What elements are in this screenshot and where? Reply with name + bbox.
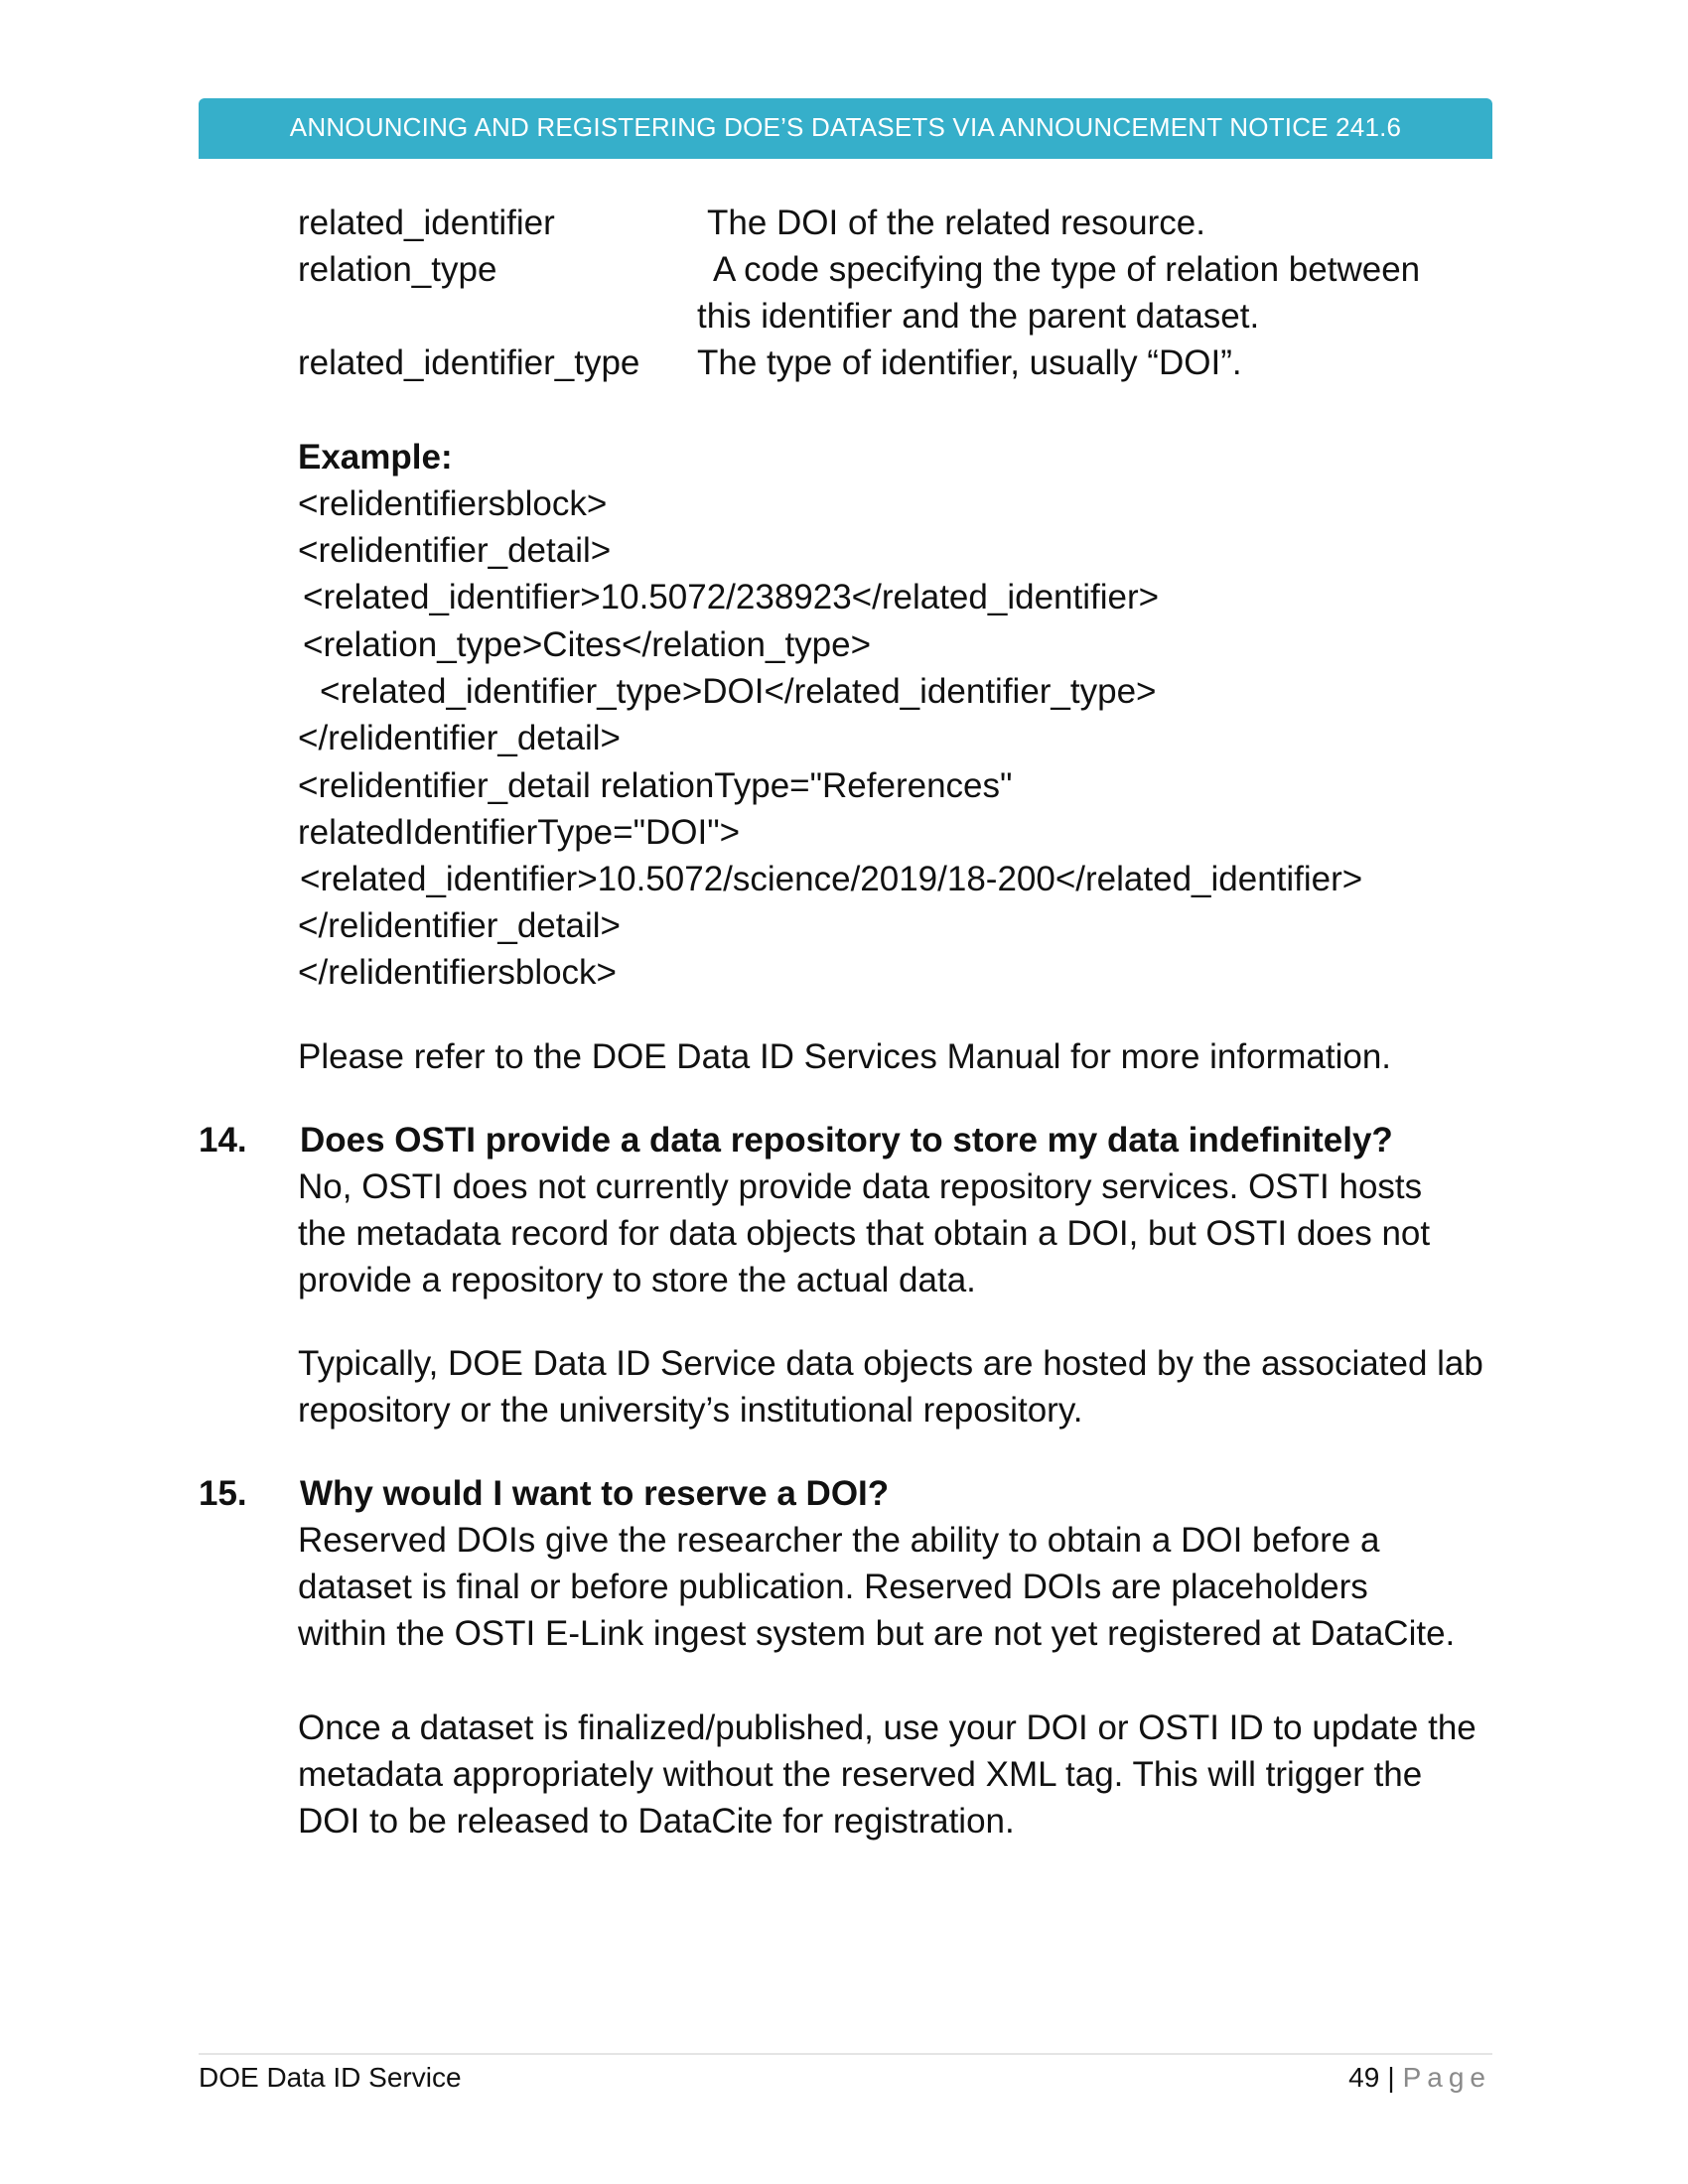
question-number: 14.: [199, 1121, 247, 1160]
page-word: Page: [1402, 2062, 1491, 2093]
question-number: 15.: [199, 1474, 247, 1513]
manual-reference-note: Please refer to the DOE Data ID Services Manual for more information.: [298, 1037, 1392, 1076]
definition-desc: The DOI of the related resource.: [707, 204, 1205, 242]
paragraph-line: repository or the university’s institutional repository.: [298, 1391, 1083, 1430]
definition-desc: The type of identifier, usually “DOI”.: [697, 343, 1242, 382]
paragraph-line: Reserved DOIs give the researcher the ability to obtain a DOI before a: [298, 1521, 1380, 1560]
footer-divider: [199, 2053, 1492, 2055]
code-line: <related_identifier>10.5072/238923</related_identifier>: [303, 578, 1160, 616]
paragraph-line: within the OSTI E-Link ingest system but are not yet registered at DataCite.: [298, 1614, 1456, 1653]
footer-service-name: DOE Data ID Service: [199, 2062, 462, 2093]
code-line: </relidentifier_detail>: [298, 719, 621, 757]
footer-page-indicator: [1348, 2060, 1491, 2096]
paragraph-line: dataset is final or before publication. Reserved DOIs are placeholders: [298, 1568, 1368, 1606]
definition-term: related_identifier: [298, 204, 555, 242]
code-line: </relidentifiersblock>: [298, 953, 617, 992]
definition-desc: A code specifying the type of relation between: [713, 250, 1421, 289]
code-line: relatedIdentifierType="DOI">: [298, 813, 741, 852]
page-number: 49: [1348, 2062, 1380, 2093]
paragraph-line: DOI to be released to DataCite for registration.: [298, 1802, 1015, 1841]
code-line: <related_identifier>10.5072/science/2019/18-200</related_identifier>: [300, 860, 1363, 898]
code-line: <relation_type>Cites</relation_type>: [303, 625, 872, 664]
code-line: <relidentifiersblock>: [298, 484, 608, 523]
definition-term: related_identifier_type: [298, 343, 640, 382]
footer-separator: |: [1387, 2062, 1395, 2093]
code-line: <related_identifier_type>DOI</related_identifier_type>: [320, 672, 1157, 711]
paragraph-line: the metadata record for data objects that obtain a DOI, but OSTI does not: [298, 1214, 1431, 1253]
definition-desc: this identifier and the parent dataset.: [697, 297, 1260, 336]
code-line: <relidentifier_detail>: [298, 531, 612, 570]
code-line: <relidentifier_detail relationType="References": [298, 766, 1013, 805]
header-band: [199, 98, 1492, 159]
paragraph-line: Typically, DOE Data ID Service data objects are hosted by the associated lab: [298, 1344, 1483, 1383]
document-header-title: ANNOUNCING AND REGISTERING DOE’S DATASETS VIA ANNOUNCEMENT NOTICE 241.6: [289, 112, 1402, 142]
paragraph-line: No, OSTI does not currently provide data repository services. OSTI hosts: [298, 1167, 1423, 1206]
paragraph-line: provide a repository to store the actual data.: [298, 1261, 976, 1299]
definition-term: relation_type: [298, 250, 497, 289]
paragraph-line: Once a dataset is finalized/published, use your DOI or OSTI ID to update the: [298, 1708, 1477, 1747]
paragraph-line: metadata appropriately without the reserved XML tag. This will trigger the: [298, 1755, 1423, 1794]
code-line: </relidentifier_detail>: [298, 906, 621, 945]
question-heading: Does OSTI provide a data repository to store my data indefinitely?: [300, 1121, 1393, 1160]
example-label: Example:: [298, 438, 453, 477]
question-heading: Why would I want to reserve a DOI?: [300, 1474, 890, 1513]
